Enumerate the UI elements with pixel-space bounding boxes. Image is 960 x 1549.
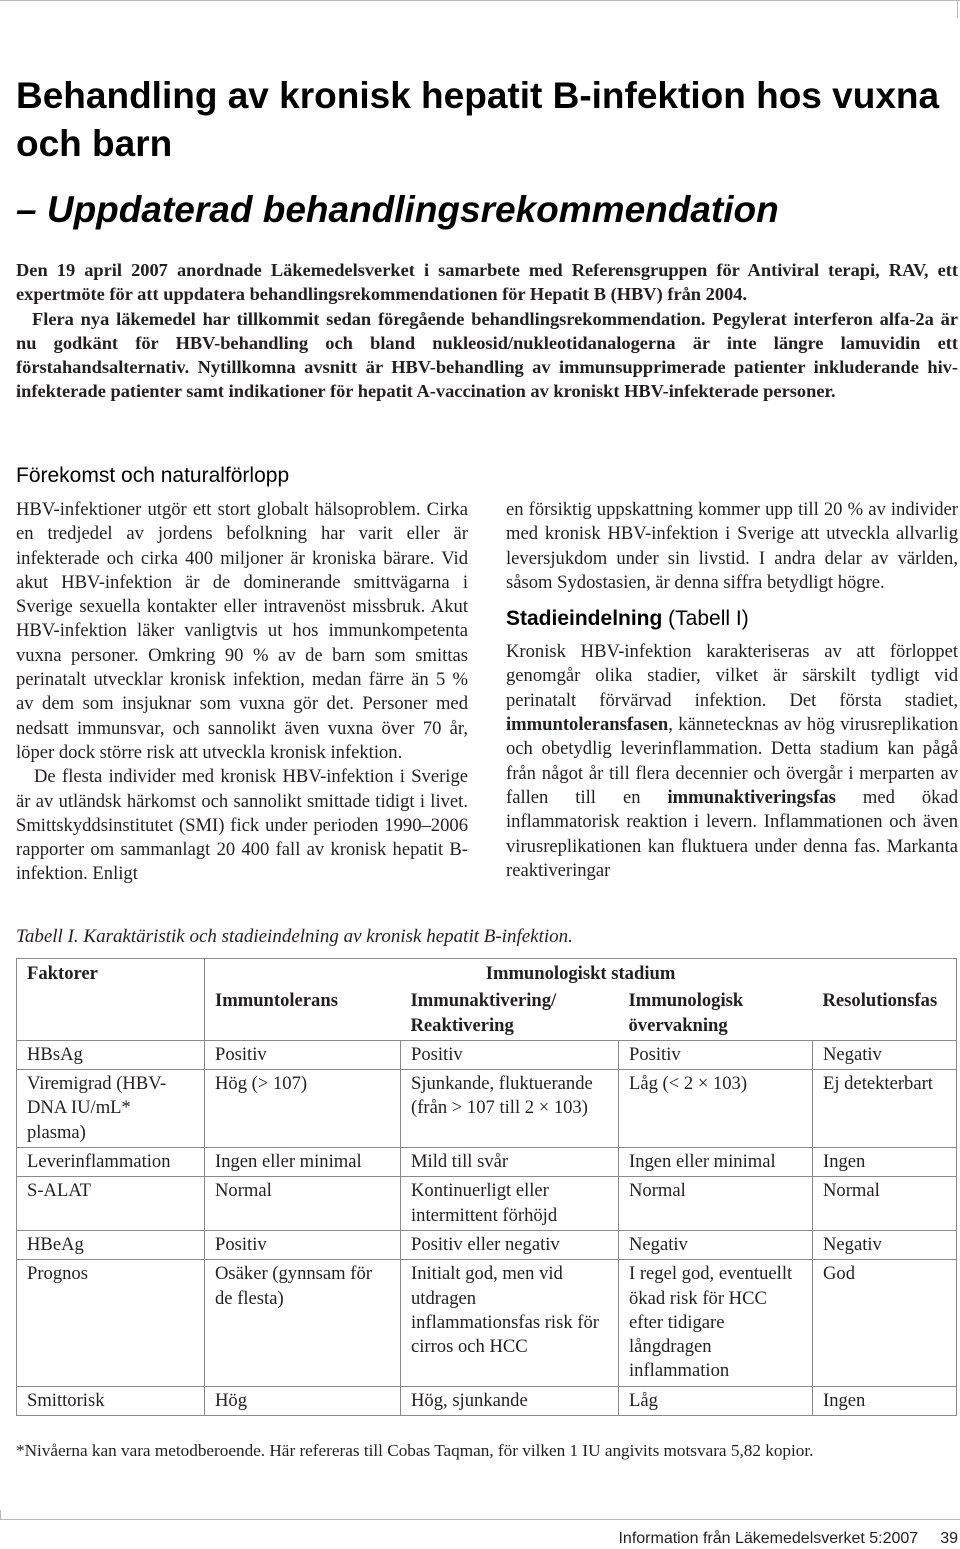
bottom-rule — [0, 1519, 960, 1520]
column-header: Immunaktivering/ Reaktivering — [401, 987, 619, 1040]
column-header: Immuntolerans — [205, 987, 401, 1040]
factor-header: Faktorer — [17, 959, 205, 1041]
table-cell: Låg (< 2 × 103) — [619, 1070, 813, 1148]
table-cell: Positiv — [619, 1040, 813, 1069]
table-cell: Osäker (gynnsam för de flesta) — [205, 1260, 401, 1386]
row-factor: Viremigrad (HBV-DNA IU/mL* plasma) — [17, 1070, 205, 1148]
column-header: Immunologisk övervakning — [619, 987, 813, 1040]
table-cell: Sjunkande, fluktuerande (från > 107 till 2 × 103) — [401, 1070, 619, 1148]
left-column — [16, 462, 468, 887]
body-paragraph — [506, 640, 958, 883]
table-cell: God — [813, 1260, 957, 1386]
table-cell: I regel god, eventuellt ökad risk för HCC efter tidigare långdragen inflammation — [619, 1260, 813, 1386]
table-caption: Tabell I. Karaktäristik och stadieindelning av kronisk hepatit B-infektion. — [16, 926, 573, 947]
table-cell: Ingen eller minimal — [205, 1148, 401, 1177]
intro-paragraph: Flera nya läkemedel har tillkommit sedan föregående behandlingsrekommendation. Pegylerat interferon alfa-2a är nu godkänt för HBV-behandling och bland nukleosid/nukleotidanalogerna är inte längre lamuvidin ett förstahandsalternativ. Nytillkomna avsnitt är HBV-behandling av immunsupprimerade patienter inkluderande hiv-infekterade patienter samt indikationer för hepatit A-vaccination av kroniskt HBV-infekterade personer. — [16, 308, 958, 402]
table-row — [17, 1177, 957, 1231]
intro-block — [16, 258, 958, 404]
table-row — [17, 1260, 957, 1386]
table-header-row — [17, 959, 957, 988]
row-factor: HBsAg — [17, 1040, 205, 1069]
table-cell: Initialt god, men vid utdragen inflammationsfas risk för cirros och HCC — [401, 1260, 619, 1386]
table-row — [17, 1040, 957, 1069]
table-cell: Ej detekterbart — [813, 1070, 957, 1148]
body-paragraph: HBV-infektioner utgör ett stort globalt hälsoproblem. Cirka en tredjedel av jordens befolkning har varit eller är infekterade och cirka 400 miljoner är kroniska bärare. Vid akut HBV-infektion är de dominerande smittvägarna i Sverige sexuella kontakter eller intravenöst missbruk. Akut HBV-infektion läker vanligtvis ut hos immunkompetenta vuxna personer. Omkring 90 % av de barn som smittas perinatalt utvecklar kronisk infektion, medan färre än 5 % av dem som insjuknar som vuxna gör det. Personer med nedsatt immunsvar, och sannolikt även vuxna över 70 år, löper dock större risk att utveckla kronisk infektion. — [16, 499, 468, 763]
stage-table — [16, 958, 957, 1416]
section-heading-stadieindelning — [506, 605, 958, 633]
table-body — [17, 1040, 957, 1415]
row-factor: Leverinflammation — [17, 1148, 205, 1177]
right-column — [506, 498, 958, 883]
row-factor: HBeAg — [17, 1230, 205, 1259]
row-factor: Prognos — [17, 1260, 205, 1386]
table-row — [17, 1230, 957, 1259]
table-cell: Negativ — [813, 1040, 957, 1069]
table-cell: Låg — [619, 1386, 813, 1415]
body-paragraph: De flesta individer med kronisk HBV-infektion i Sverige är av utländsk härkomst och sannolikt smittade tidigt i livet. Smittskyddsinstitutet (SMI) fick under perioden 1990–2006 rapporter om sammanlagt 20 400 fall av kronisk hepatit B-infektion. Enligt — [16, 766, 468, 885]
section-heading-ref: (Tabell I) — [662, 607, 749, 631]
article-title: Behandling av kronisk hepatit B-infektion hos vuxna och barn — [16, 75, 940, 164]
table-cell: Hög — [205, 1386, 401, 1415]
page-footer — [540, 1529, 958, 1549]
column-header: Resolutionsfas — [813, 987, 957, 1040]
row-factor: S-ALAT — [17, 1177, 205, 1231]
table-row — [17, 1386, 957, 1415]
table-cell: Positiv eller negativ — [401, 1230, 619, 1259]
section-heading-forekomst: Förekomst och naturalförlopp — [16, 464, 290, 487]
text-run: med ökad inflammatorisk reaktion i levern. Inflammationen och även virusreplikationen kan fluktuera under denna fas. Markanta reaktiveringar — [506, 786, 958, 881]
term-immuntoleransfasen: immuntoleransfasen — [506, 714, 669, 736]
table-cell: Negativ — [619, 1230, 813, 1259]
row-factor: Smittorisk — [17, 1386, 205, 1415]
table-row — [17, 1148, 957, 1177]
table-cell: Hög (> 107) — [205, 1070, 401, 1148]
table-row — [17, 1070, 957, 1148]
section-heading-bold: Stadieindelning — [506, 607, 663, 631]
top-rule — [0, 0, 960, 1]
table-cell: Ingen eller minimal — [619, 1148, 813, 1177]
table-cell: Normal — [813, 1177, 957, 1231]
text-run: Kronisk HBV-infektion karakteriseras av att förloppet genomgår olika stadier, vilket är särskilt tydligt vid perinatalt förvärvad infektion. Det första stadiet, — [506, 641, 958, 711]
table-footnote: *Nivåerna kan vara metodberoende. Här refereras till Cobas Taqman, för vilken 1 IU angivits motsvara 5,82 kopior. — [16, 1441, 814, 1460]
table-cell: Hög, sjunkande — [401, 1386, 619, 1415]
page-number: 39 — [940, 1530, 958, 1547]
body-paragraph: en försiktig uppskattning kommer upp till 20 % av individer med kronisk HBV-infektion i Sverige att utveckla allvarlig leversjukdom under sin livstid. I andra delar av världen, såsom Sydostasien, är denna siffra betydligt högre. — [506, 499, 958, 593]
table-cell: Normal — [619, 1177, 813, 1231]
table-cell: Kontinuerligt eller intermittent förhöjd — [401, 1177, 619, 1231]
top-rule-tick — [957, 0, 958, 18]
table-cell: Positiv — [401, 1040, 619, 1069]
table-cell: Positiv — [205, 1040, 401, 1069]
text-run: , kännetecknas av hög virusreplikation och obetydlig leverinflammation. Detta stadium kan pågå från något år till flera decennier och övergår i merparten av fallen till en — [506, 714, 958, 808]
term-immunaktiveringsfas: immunaktiveringsfas — [667, 786, 836, 808]
table-cell: Positiv — [205, 1230, 401, 1259]
table-cell: Ingen — [813, 1148, 957, 1177]
table-cell: Ingen — [813, 1386, 957, 1415]
publication-name: Information från Läkemedelsverket 5:2007 — [618, 1530, 919, 1547]
table-cell: Normal — [205, 1177, 401, 1231]
intro-paragraph: Den 19 april 2007 anordnade Läkemedelsverket i samarbete med Referensgruppen för Antiviral terapi, RAV, ett expertmöte för att uppdatera behandlingsrekommendationen för Hepatit B (HBV) från 2004. — [16, 260, 958, 305]
table-cell: Negativ — [813, 1230, 957, 1259]
table-cell: Mild till svår — [401, 1148, 619, 1177]
group-header: Immunologiskt stadium — [205, 959, 957, 988]
article-subtitle: – Uppdaterad behandlingsrekommendation — [16, 189, 779, 230]
